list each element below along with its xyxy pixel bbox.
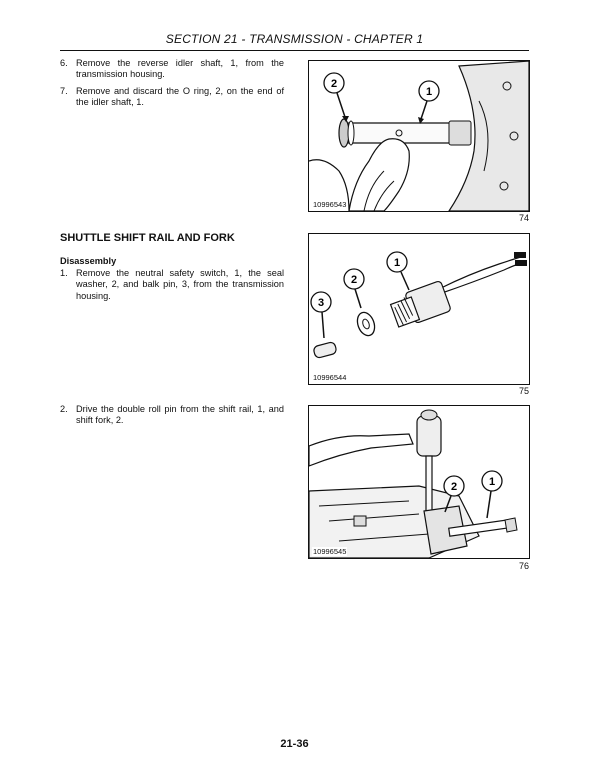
step-text: Remove the neutral safety switch, 1, the seal washer, 2, and balk pin, 3, from the transmission housing. [76,268,284,301]
callout-label: 1 [425,86,433,98]
subheading: Disassembly [60,256,117,266]
callout-label: 2 [450,481,458,493]
figure-74 [308,60,530,212]
callout-label: 3 [317,297,325,309]
page-number: 21-36 [280,738,309,750]
step-6 [60,58,284,81]
figure-image-id: 10996544 [313,373,347,382]
step-2 [60,404,284,427]
callout-label: 2 [330,78,338,90]
page-header: SECTION 21 - TRANSMISSION - CHAPTER 1 [60,32,529,51]
callout-label: 1 [488,476,496,488]
step-1 [60,268,284,302]
step-text: Remove the reverse idler shaft, 1, from the transmission housing. [76,58,284,80]
step-number: 7. [60,86,68,96]
idler-shaft-illustration [309,61,529,211]
neutral-switch-illustration [309,234,529,384]
figure-image-id: 10996543 [313,200,347,209]
figure-number: 74 [518,213,529,223]
figure-image-id: 10996545 [313,547,347,556]
figure-76 [308,405,530,559]
figure-number: 75 [518,386,529,396]
section-title: SHUTTLE SHIFT RAIL AND FORK [60,232,235,244]
callout-label: 1 [393,257,401,269]
step-number: 2. [60,404,68,414]
figure-number: 76 [518,561,529,571]
callout-label: 2 [350,274,358,286]
step-text: Drive the double roll pin from the shift rail, 1, and shift fork, 2. [76,404,284,426]
figure-75 [308,233,530,385]
roll-pin-illustration [309,406,529,558]
step-7 [60,86,284,109]
step-number: 6. [60,58,68,68]
step-text: Remove and discard the O ring, 2, on the end of the idler shaft, 1. [76,86,284,108]
step-number: 1. [60,268,68,278]
